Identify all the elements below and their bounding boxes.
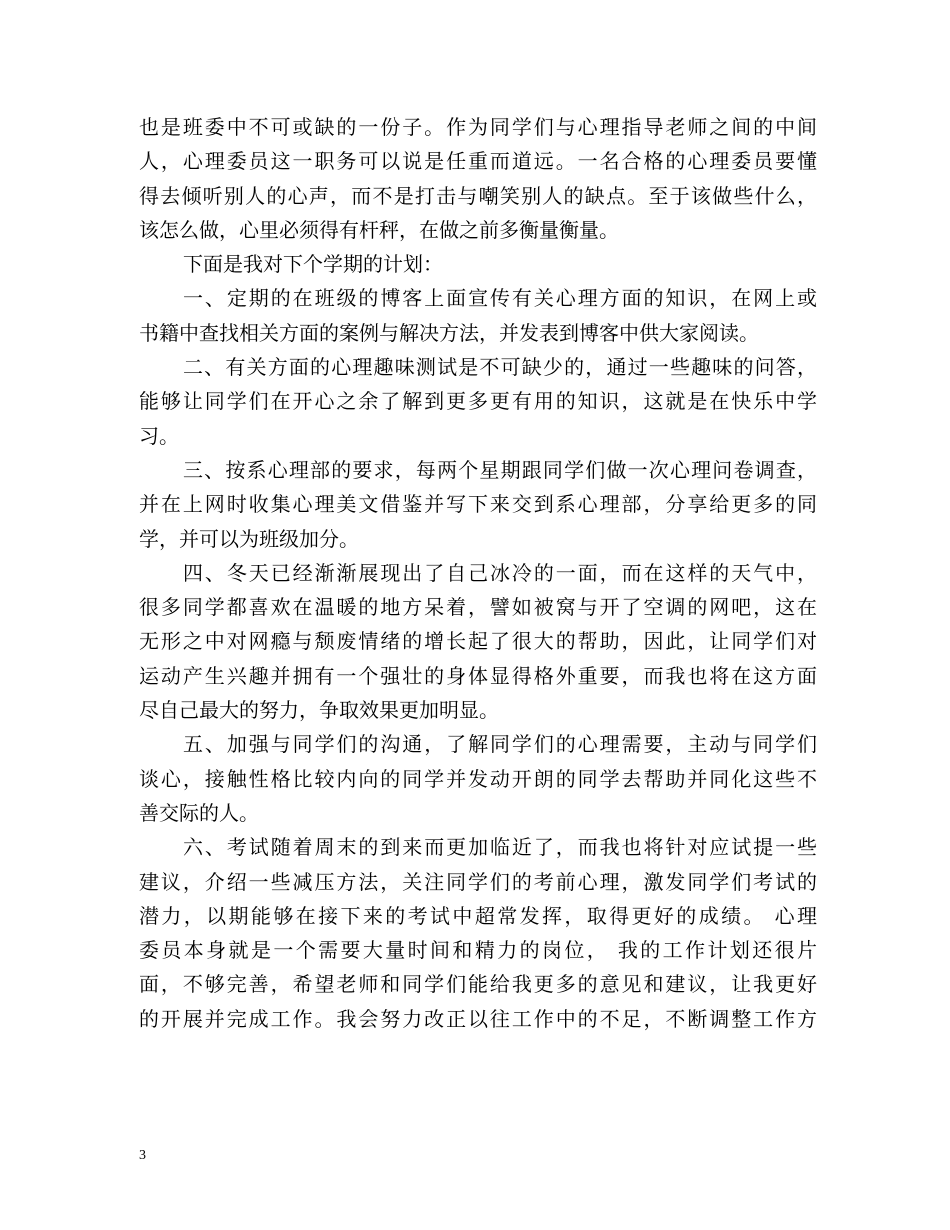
text-line: 委员本身就是一个需要大量时间和精力的岗位， 我的工作计划还很片: [139, 938, 817, 963]
text-line: 能够让同学们在开心之余了解到更多更有用的知识，这就是在快乐中学: [139, 389, 817, 414]
text-line: 下面是我对下个学期的计划：: [183, 252, 443, 277]
text-line: 六、考试随着周末的到来而更加临近了，而我也将针对应试提一些: [183, 835, 817, 860]
page-number: 3: [139, 1148, 146, 1163]
text-line: 运动产生兴趣并拥有一个强壮的身体显得格外重要，而我也将在这方面: [139, 663, 817, 688]
text-line: 潜力，以期能够在接下来的考试中超常发挥，取得更好的成绩。 心理: [139, 903, 817, 928]
text-line: 面，不够完善，希望老师和同学们能给我更多的意见和建议，让我更好: [139, 972, 817, 997]
text-line: 谈心，接触性格比较内向的同学并发动开朗的同学去帮助并同化这些不: [139, 766, 817, 791]
text-line: 学，并可以为班级加分。: [139, 526, 359, 551]
text-line: 很多同学都喜欢在温暖的地方呆着，譬如被窝与开了空调的网吧，这在: [139, 595, 817, 620]
text-line: 的开展并完成工作。我会努力改正以往工作中的不足，不断调整工作方: [139, 1006, 817, 1031]
body-text: [139, 110, 817, 1036]
text-line: 四、冬天已经渐渐展现出了自己冰冷的一面，而在这样的天气中，: [183, 560, 817, 585]
text-line: 尽自己最大的努力，争取效果更加明显。: [139, 698, 499, 723]
text-line: 二、有关方面的心理趣味测试是不可缺少的，通过一些趣味的问答，: [183, 355, 817, 380]
text-line: 五、加强与同学们的沟通，了解同学们的心理需要，主动与同学们: [183, 732, 817, 757]
text-line: 并在上网时收集心理美文借鉴并写下来交到系心理部，分享给更多的同: [139, 492, 817, 517]
text-line: 该怎么做，心里必须得有杆秤，在做之前多衡量衡量。: [139, 217, 619, 242]
text-line: 得去倾听别人的心声，而不是打击与嘲笑别人的缺点。至于该做些什么，: [139, 183, 817, 208]
text-line: 无形之中对网瘾与颓废情绪的增长起了很大的帮助，因此，让同学们对: [139, 629, 817, 654]
text-line: 善交际的人。: [139, 800, 259, 825]
text-line: 三、按系心理部的要求，每两个星期跟同学们做一次心理问卷调查，: [183, 457, 817, 482]
text-line: 一、定期的在班级的博客上面宣传有关心理方面的知识，在网上或: [183, 286, 817, 311]
text-line: 习。: [139, 423, 179, 448]
text-line: 人，心理委员这一职务可以说是任重而道远。一名合格的心理委员要懂: [139, 149, 817, 174]
text-line: 建议，介绍一些减压方法，关注同学们的考前心理，激发同学们考试的: [139, 869, 817, 894]
text-line: 也是班委中不可或缺的一份子。作为同学们与心理指导老师之间的中间: [139, 115, 817, 139]
text-line: 书籍中查找相关方面的案例与解决方法，并发表到博客中供大家阅读。: [139, 320, 759, 345]
